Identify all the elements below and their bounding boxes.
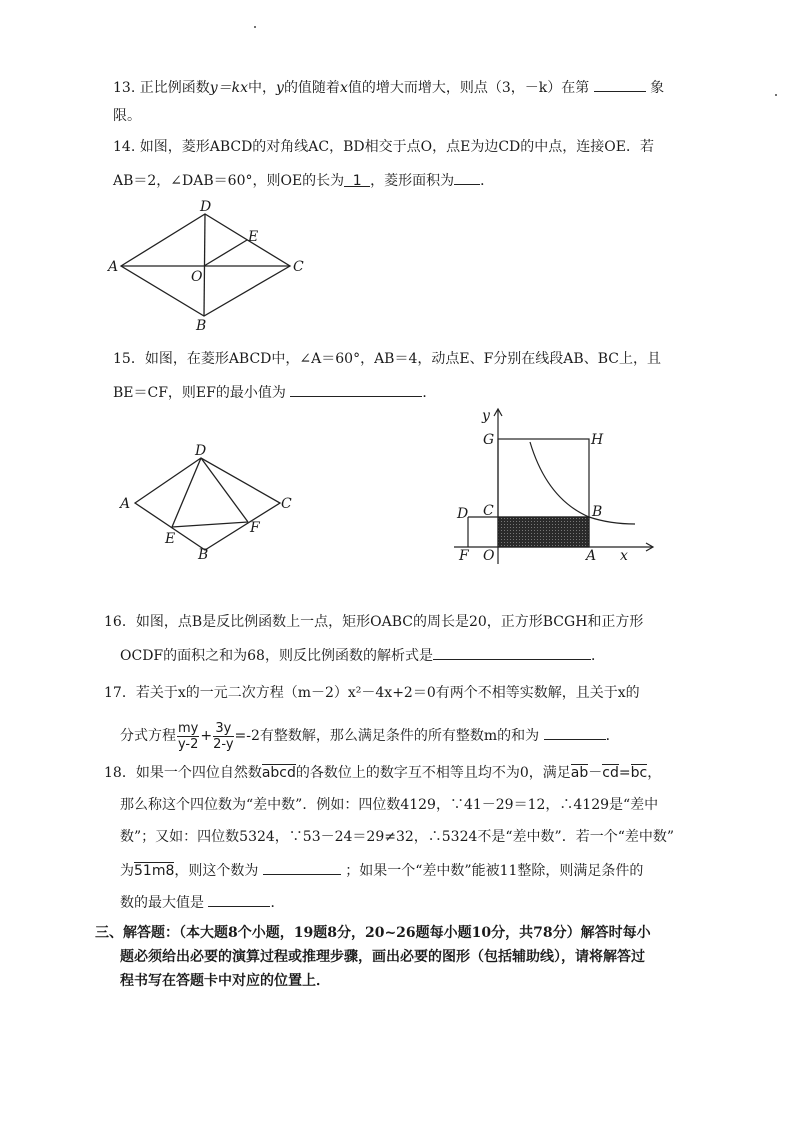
q15-rhombus: [135, 458, 280, 550]
q17-plus: +: [200, 728, 213, 744]
q15-answer-blank[interactable]: [290, 382, 422, 397]
q14-label-a: A: [108, 259, 119, 275]
q16-label-c: C: [483, 503, 494, 519]
q13-line2: 限。: [113, 108, 141, 124]
q15-label-f: F: [250, 520, 260, 536]
q18-answer-blank-1[interactable]: [263, 860, 341, 875]
q14-answer-blank-1[interactable]: 1: [344, 172, 370, 187]
q16-text: ．: [590, 648, 605, 664]
q18-text: ；如果一个“差中数”能被11整除，则满足条件的: [345, 863, 644, 879]
q15-text: ．: [422, 385, 437, 401]
q18-overline-cd: cd: [602, 765, 619, 781]
q13-text: 的值随着: [283, 80, 340, 96]
q18-text: 数的最大值是: [120, 895, 204, 911]
q15-label-a: A: [120, 496, 131, 512]
q18-overline-ab: ab: [570, 765, 589, 781]
section3-line3: 程书写在答题卡中对应的位置上．: [120, 973, 330, 989]
q16-label-g: G: [483, 432, 495, 448]
q14-label-b: B: [196, 318, 207, 334]
q13-var-x: x: [339, 80, 348, 96]
q18-text: 为: [120, 863, 134, 879]
q16-coordinate-figure: [450, 404, 660, 568]
q14-text: ．: [480, 173, 495, 189]
q17-line1: 17．若关于x的一元二次方程（m－2）x²－4x+2＝0有两个不相等实数解，且关于x的: [104, 685, 640, 701]
q16-text: OCDF的面积之和为68，则反比例函数的解析式是: [120, 648, 433, 664]
q18-line4: [120, 860, 643, 880]
q13-text: 13. 正比例函数: [113, 80, 210, 96]
q13-line1: [113, 77, 664, 97]
q15-segment-df: [201, 458, 248, 522]
q16-label-h: H: [591, 432, 604, 448]
q17-fraction-1: [177, 721, 199, 752]
q16-label-b: B: [592, 504, 603, 520]
scan-dot: [254, 26, 256, 28]
q18-text: 的各数位上的数字互不相等且均不为0，满足: [295, 765, 571, 781]
scan-dot: [775, 94, 777, 96]
q17-fraction-2-denominator: 2-y: [213, 736, 234, 752]
q18-overline-bc: bc: [630, 765, 648, 781]
q14-label-d: D: [200, 199, 212, 215]
q18-overline-51m8: 51m8: [134, 863, 175, 879]
q18-text: ，则这个数为: [174, 863, 259, 879]
q14-text: ，菱形面积为: [370, 173, 455, 189]
q14-text: AB＝2，∠DAB＝60°，则OE的长为: [113, 173, 345, 189]
q17-fraction-1-denominator: y-2: [177, 736, 199, 752]
q15-label-d: D: [195, 443, 207, 459]
q13-text: 中，: [248, 80, 277, 96]
q14-line1: 14. 如图，菱形ABCD的对角线AC，BD相交于点O，点E为边CD的中点，连接OE．若: [113, 139, 654, 155]
q18-answer-blank-2[interactable]: [208, 892, 270, 907]
q17-line2: [120, 716, 620, 756]
q16-rectangle-oabc: [498, 517, 589, 547]
q17-fraction-2: [213, 721, 233, 752]
q14-label-o: O: [191, 269, 203, 285]
q18-line5: [120, 892, 284, 912]
q17-fraction-1-numerator: my: [178, 720, 199, 736]
q17-answer-blank[interactable]: [544, 725, 606, 740]
q14-line2: [113, 170, 494, 190]
q18-text: ，: [647, 765, 662, 781]
q17-text: 分式方程: [120, 728, 176, 744]
q17-text: ．: [605, 728, 620, 744]
q16-answer-blank[interactable]: [433, 645, 591, 660]
q13-var-y: y: [276, 80, 284, 96]
section3-line1: 三、解答题：（本大题8个小题，19题8分，20~26题每小题10分，共78分）解答时每小: [95, 925, 651, 941]
q16-label-o: O: [483, 548, 495, 564]
q13-text: 象: [650, 80, 665, 96]
q14-segment-oe: [204, 240, 247, 266]
q18-text: 18．如果一个四位自然数: [104, 765, 262, 781]
q13-text: 值的增大而增大，则点（3，－k）在第: [347, 80, 590, 96]
q15-label-b: B: [198, 547, 209, 563]
q15-line2: [113, 382, 436, 402]
q15-rhombus-figure: [115, 440, 305, 565]
q13-equation: y＝kx: [209, 80, 249, 96]
q16-line2: [120, 645, 605, 665]
q18-minus: －: [588, 765, 603, 781]
q13-answer-blank[interactable]: [594, 77, 646, 92]
q14-answer-blank-2[interactable]: [454, 170, 480, 185]
q14-label-e: E: [248, 229, 259, 245]
q16-label-y: y: [482, 408, 490, 424]
q16-line1: 16．如图，点B是反比例函数上一点，矩形OABC的周长是20，正方形BCGH和正方形: [104, 614, 644, 630]
q16-square-bcgh: [498, 439, 589, 517]
q17-fraction-2-numerator: 3y: [213, 721, 233, 737]
q16-label-a: A: [586, 548, 597, 564]
q14-rhombus-figure: [105, 195, 325, 335]
q18-overline-abcd: abcd: [261, 765, 296, 781]
q15-text: BE＝CF，则EF的最小值为: [113, 385, 286, 401]
q18-line1: [104, 764, 661, 782]
q15-label-e: E: [165, 531, 176, 547]
q18-line3: 数”；又如：四位数5324，∵53－24＝29≠32，∴5324不是“差中数”．若一个“差中数”: [120, 829, 675, 845]
q14-label-c: C: [293, 259, 304, 275]
q18-text: ．: [270, 895, 285, 911]
q16-label-f: F: [459, 548, 469, 564]
q15-line1: 15．如图，在菱形ABCD中，∠A＝60°，AB＝4，动点E、F分别在线段AB、BC上，且: [113, 351, 661, 367]
q15-segment-ef: [172, 522, 248, 527]
q18-line2: 那么称这个四位数为“差中数”．例如：四位数4129，∵41－29＝12，∴4129是“差中: [120, 797, 659, 813]
q18-equals: =: [618, 765, 631, 781]
q16-label-x: x: [620, 548, 628, 564]
q16-hyperbola-curve: [530, 442, 635, 524]
q15-label-c: C: [281, 496, 292, 512]
q17-text: =-2有整数解，那么满足条件的所有整数m的和为: [234, 728, 540, 744]
q16-label-d: D: [457, 506, 469, 522]
section3-line2: 题必须给出必要的演算过程或推理步骤，画出必要的图形（包括辅助线），请将解答过: [120, 949, 645, 965]
